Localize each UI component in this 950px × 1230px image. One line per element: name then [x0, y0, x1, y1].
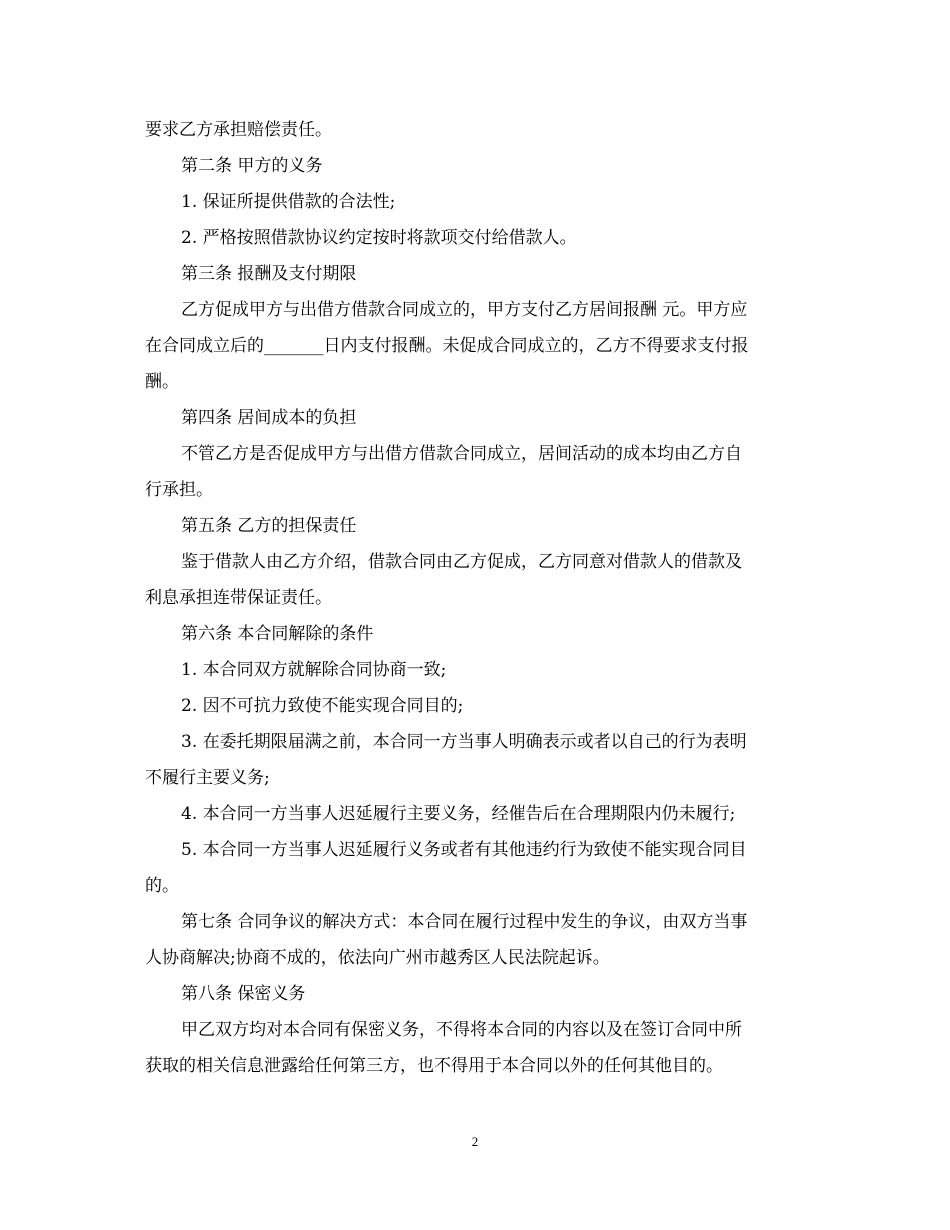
text-line: 1. 保证所提供借款的合法性; [181, 192, 396, 212]
text-line: 第八条 保密义务 [181, 984, 306, 1004]
text-line: 利息承担连带保证责任。 [145, 588, 332, 608]
text-line: 酬。 [145, 372, 179, 392]
text-line: 人协商解决;协商不成的，依法向广州市越秀区人民法院起诉。 [145, 948, 610, 968]
text-line: 鉴于借款人由乙方介绍，借款合同由乙方促成，乙方同意对借款人的借款及 [181, 552, 742, 572]
text-line: 第二条 甲方的义务 [181, 156, 323, 176]
text-line: 4. 本合同一方当事人迟延履行主要义务，经催告后在合理期限内仍未履行; [181, 804, 736, 824]
document-body [145, 112, 810, 1084]
text-line: 的。 [145, 876, 179, 896]
text-line: 5. 本合同一方当事人迟延履行义务或者有其他违约行为致使不能实现合同目 [181, 840, 747, 860]
text-line: 行承担。 [145, 480, 213, 500]
text-line: 2. 因不可抗力致使不能实现合同目的; [181, 696, 464, 716]
text-line: 2. 严格按照借款协议约定按时将款项交付给借款人。 [181, 228, 577, 248]
page-number: 2 [471, 1134, 479, 1149]
text-line: 不管乙方是否促成甲方与出借方借款合同成立，居间活动的成本均由乙方自 [181, 444, 742, 464]
text-line: 甲乙双方均对本合同有保密义务，不得将本合同的内容以及在签订合同中所 [181, 1020, 742, 1040]
text-line: 3. 在委托期限届满之前，本合同一方当事人明确表示或者以自己的行为表明 [181, 732, 747, 752]
text-line: 第五条 乙方的担保责任 [181, 516, 357, 536]
text-line: 第四条 居间成本的负担 [181, 408, 357, 428]
text-line: 要求乙方承担赔偿责任。 [145, 120, 332, 140]
text-line: 在合同成立后的_______日内支付报酬。未促成合同成立的，乙方不得要求支付报 [145, 336, 749, 356]
text-line: 第六条 本合同解除的条件 [181, 624, 374, 644]
text-line: 乙方促成甲方与出借方借款合同成立的，甲方支付乙方居间报酬 元。甲方应 [181, 300, 748, 320]
text-line: 1. 本合同双方就解除合同协商一致; [181, 660, 447, 680]
text-line: 获取的相关信息泄露给任何第三方，也不得用于本合同以外的任何其他目的。 [145, 1056, 723, 1076]
text-line: 第七条 合同争议的解决方式：本合同在履行过程中发生的争议，由双方当事 [181, 912, 748, 932]
text-line: 第三条 报酬及支付期限 [181, 264, 357, 284]
text-line: 不履行主要义务; [145, 768, 270, 788]
